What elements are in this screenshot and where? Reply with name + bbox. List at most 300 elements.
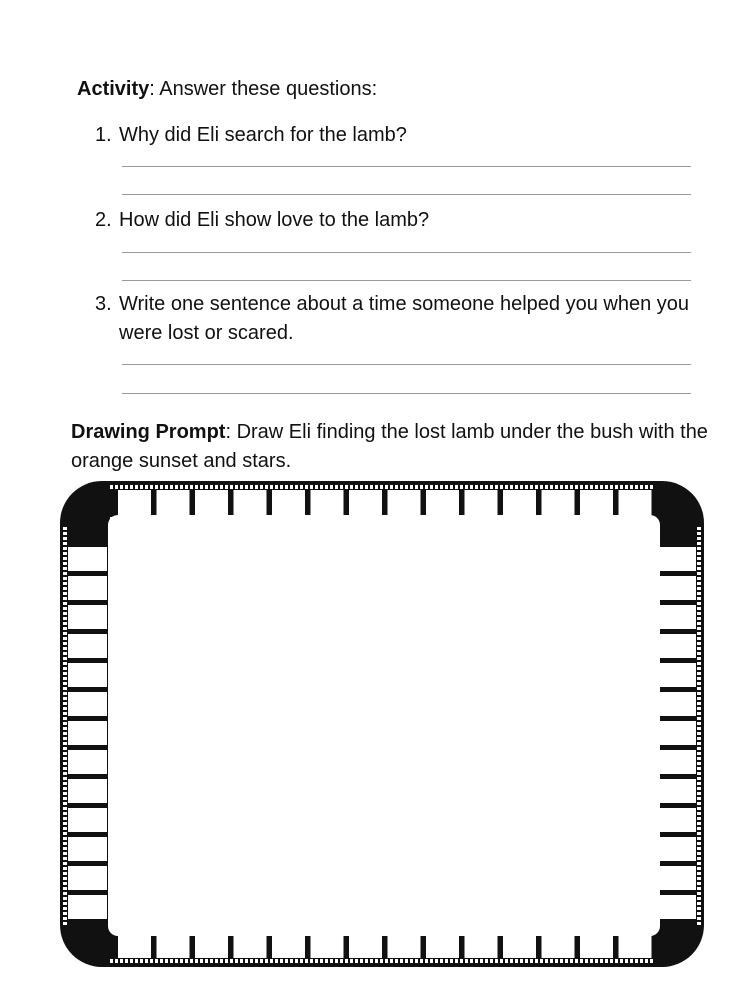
sprocket-hole (550, 927, 553, 931)
sprocket-hole (697, 597, 701, 600)
sprocket-hole (697, 527, 701, 530)
film-frame-cell (118, 931, 151, 958)
sprocket-hole (600, 927, 603, 931)
sprocket-hole (470, 517, 473, 521)
answer-line[interactable] (122, 252, 691, 253)
sprocket-hole (635, 517, 638, 521)
sprocket-hole (110, 687, 114, 690)
sprocket-hole (697, 822, 701, 825)
sprocket-hole (697, 792, 701, 795)
sprocket-hole (200, 959, 203, 963)
sprocket-hole (225, 485, 228, 489)
sprocket-hole (620, 959, 623, 963)
sprocket-hole (145, 959, 148, 963)
sprocket-hole (697, 562, 701, 565)
sprocket-hole (460, 517, 463, 521)
sprocket-hole (350, 927, 353, 931)
film-frame-cell (68, 779, 107, 803)
sprocket-hole (150, 927, 153, 931)
sprocket-hole (455, 959, 458, 963)
sprocket-hole (697, 772, 701, 775)
sprocket-hole (500, 517, 503, 521)
sprocket-hole (575, 485, 578, 489)
sprocket-hole (63, 912, 67, 915)
sprocket-hole (654, 817, 658, 820)
sprocket-hole (460, 959, 463, 963)
sprocket-hole (63, 572, 67, 575)
sprocket-hole (240, 959, 243, 963)
film-frame-cell (349, 490, 382, 516)
sprocket-hole (63, 747, 67, 750)
sprocket-hole (295, 959, 298, 963)
film-frame-cell (659, 750, 696, 774)
sprocket-hole (570, 517, 573, 521)
film-frame-cell (118, 490, 151, 516)
sprocket-hole (225, 959, 228, 963)
sprocket-hole (280, 959, 283, 963)
sprocket-hole (170, 927, 173, 931)
activity-heading (77, 78, 377, 101)
sprocket-hole (270, 927, 273, 931)
sprocket-hole (110, 602, 114, 605)
sprocket-hole (640, 959, 643, 963)
sprocket-hole (535, 927, 538, 931)
sprocket-hole (650, 517, 653, 521)
sprocket-hole (697, 912, 701, 915)
sprocket-hole (240, 927, 243, 931)
sprocket-hole (230, 485, 233, 489)
sprocket-hole (110, 807, 114, 810)
sprocket-hole (110, 857, 114, 860)
sprocket-hole (355, 959, 358, 963)
sprocket-hole (560, 485, 563, 489)
sprocket-hole (510, 485, 513, 489)
sprocket-hole (110, 637, 114, 640)
sprocket-hole (185, 927, 188, 931)
sprocket-hole (345, 927, 348, 931)
sprocket-hole (63, 767, 67, 770)
sprocket-hole (110, 517, 113, 521)
sprocket-hole (245, 517, 248, 521)
sprocket-hole (697, 662, 701, 665)
sprocket-hole (385, 927, 388, 931)
sprocket-hole (250, 959, 253, 963)
sprocket-hole (697, 802, 701, 805)
sprocket-hole (697, 572, 701, 575)
sprocket-hole (63, 637, 67, 640)
sprocket-hole (130, 927, 133, 931)
sprocket-hole (280, 485, 283, 489)
sprocket-hole (235, 927, 238, 931)
sprocket-hole (575, 927, 578, 931)
sprocket-hole (605, 517, 608, 521)
sprocket-hole (697, 907, 701, 910)
sprocket-hole (160, 517, 163, 521)
sprocket-hole (110, 742, 114, 745)
sprocket-hole (654, 877, 658, 880)
sprocket-hole (697, 877, 701, 880)
sprocket-hole (110, 627, 114, 630)
sprocket-hole (430, 959, 433, 963)
sprocket-hole (63, 847, 67, 850)
sprocket-hole (654, 787, 658, 790)
sprocket-hole (697, 837, 701, 840)
film-frame-cell (659, 721, 696, 745)
sprocket-hole (175, 485, 178, 489)
sprocket-hole (63, 597, 67, 600)
sprocket-hole (654, 667, 658, 670)
sprocket-hole (180, 485, 183, 489)
sprocket-hole (654, 807, 658, 810)
sprocket-hole (200, 485, 203, 489)
film-frame-cell (465, 490, 498, 516)
sprocket-hole (63, 732, 67, 735)
sprocket-hole (335, 517, 338, 521)
sprocket-hole (697, 777, 701, 780)
sprocket-hole (550, 959, 553, 963)
sprocket-hole (430, 927, 433, 931)
sprocket-hole (440, 959, 443, 963)
sprocket-hole (697, 692, 701, 695)
sprocket-hole (380, 485, 383, 489)
sprocket-hole (63, 527, 67, 530)
sprocket-hole (654, 617, 658, 620)
sprocket-hole (380, 959, 383, 963)
film-frame-cell (68, 663, 107, 687)
sprocket-hole (525, 485, 528, 489)
sprocket-hole (580, 959, 583, 963)
sprocket-hole (330, 927, 333, 931)
sprocket-hole (130, 485, 133, 489)
sprocket-hole (370, 927, 373, 931)
film-frame-cell (659, 866, 696, 890)
sprocket-hole (130, 517, 133, 521)
sprocket-hole (110, 882, 114, 885)
sprocket-hole (245, 959, 248, 963)
sprocket-hole (654, 802, 658, 805)
sprocket-hole (125, 517, 128, 521)
sprocket-hole (63, 687, 67, 690)
sprocket-hole (110, 682, 114, 685)
sprocket-hole (465, 485, 468, 489)
sprocket-hole (654, 857, 658, 860)
sprocket-hole (205, 517, 208, 521)
sprocket-hole (654, 697, 658, 700)
sprocket-hole (110, 707, 114, 710)
sprocket-hole (110, 959, 113, 963)
sprocket-hole (155, 485, 158, 489)
sprocket-hole (125, 927, 128, 931)
sprocket-hole (530, 485, 533, 489)
sprocket-hole (654, 722, 658, 725)
sprocket-hole (115, 485, 118, 489)
sprocket-hole (615, 927, 618, 931)
sprocket-hole (63, 562, 67, 565)
sprocket-hole (480, 517, 483, 521)
sprocket-hole (697, 917, 701, 920)
film-frame-cell (68, 634, 107, 658)
sprocket-hole (315, 927, 318, 931)
sprocket-hole (130, 959, 133, 963)
sprocket-hole (305, 927, 308, 931)
sprocket-hole (205, 959, 208, 963)
sprocket-hole (63, 652, 67, 655)
sprocket-hole (370, 485, 373, 489)
sprocket-hole (697, 547, 701, 550)
sprocket-hole (697, 902, 701, 905)
sprocket-hole (155, 959, 158, 963)
sprocket-hole (340, 927, 343, 931)
sprocket-hole (697, 717, 701, 720)
film-frame-cell (659, 663, 696, 687)
sprocket-hole (697, 762, 701, 765)
sprocket-hole (654, 797, 658, 800)
sprocket-hole (125, 959, 128, 963)
sprocket-hole (390, 485, 393, 489)
sprocket-hole (570, 927, 573, 931)
sprocket-hole (500, 927, 503, 931)
sprocket-hole (405, 485, 408, 489)
answer-line[interactable] (122, 280, 691, 281)
sprocket-hole (530, 959, 533, 963)
answer-line[interactable] (122, 393, 691, 394)
sprocket-hole (63, 882, 67, 885)
sprocket-hole (110, 887, 114, 890)
sprocket-hole (110, 572, 114, 575)
sprocket-hole (697, 532, 701, 535)
sprocket-hole (155, 927, 158, 931)
sprocket-hole (63, 707, 67, 710)
sprocket-hole (170, 959, 173, 963)
sprocket-hole (275, 927, 278, 931)
sprocket-hole (63, 592, 67, 595)
sprocket-hole (63, 742, 67, 745)
sprocket-hole (270, 517, 273, 521)
drawing-prompt-label: Drawing Prompt (71, 421, 226, 443)
sprocket-hole (110, 642, 114, 645)
sprocket-hole (63, 552, 67, 555)
sprocket-hole (220, 927, 223, 931)
sprocket-hole (400, 485, 403, 489)
sprocket-hole (360, 959, 363, 963)
sprocket-hole (410, 927, 413, 931)
sprocket-hole (654, 622, 658, 625)
sprocket-hole (435, 959, 438, 963)
sprocket-hole (365, 485, 368, 489)
sprocket-hole (697, 652, 701, 655)
sprocket-hole (110, 677, 114, 680)
film-frame-cell (388, 490, 421, 516)
sprocket-hole (110, 847, 114, 850)
sprocket-hole (290, 517, 293, 521)
sprocket-hole (370, 959, 373, 963)
sprocket-hole (395, 485, 398, 489)
sprocket-hole (630, 517, 633, 521)
sprocket-hole (565, 927, 568, 931)
sprocket-hole (63, 902, 67, 905)
sprocket-hole (654, 687, 658, 690)
sprocket-hole (110, 867, 114, 870)
sprocket-hole (654, 692, 658, 695)
sprocket-hole (395, 927, 398, 931)
sprocket-hole (325, 485, 328, 489)
sprocket-hole (310, 959, 313, 963)
film-frame-cell (68, 837, 107, 861)
sprocket-hole (225, 517, 228, 521)
sprocket-hole (250, 485, 253, 489)
sprocket-hole (110, 917, 114, 920)
drawing-area[interactable] (116, 522, 652, 927)
sprocket-hole (215, 959, 218, 963)
sprocket-hole (375, 959, 378, 963)
sprocket-hole (200, 927, 203, 931)
sprocket-hole (280, 517, 283, 521)
sprocket-hole (697, 702, 701, 705)
sprocket-hole (585, 485, 588, 489)
sprocket-hole (654, 547, 658, 550)
sprocket-hole (320, 517, 323, 521)
sprocket-hole (385, 517, 388, 521)
sprocket-hole (63, 737, 67, 740)
sprocket-hole (425, 959, 428, 963)
film-frame-cell (234, 490, 267, 516)
sprocket-hole (195, 959, 198, 963)
sprocket-hole (405, 927, 408, 931)
sprocket-hole (545, 959, 548, 963)
sprocket-hole (63, 907, 67, 910)
sprocket-hole (63, 822, 67, 825)
sprocket-hole (430, 485, 433, 489)
sprocket-hole (565, 517, 568, 521)
sprocket-hole (285, 959, 288, 963)
sprocket-hole (63, 677, 67, 680)
question-text: Write one sentence about a time someone helped you when you were lost or scared. (119, 293, 689, 344)
sprocket-hole (525, 959, 528, 963)
sprocket-hole (535, 485, 538, 489)
sprocket-hole (645, 485, 648, 489)
sprocket-hole (110, 812, 114, 815)
sprocket-hole (110, 542, 114, 545)
sprocket-hole (300, 517, 303, 521)
sprocket-hole (380, 927, 383, 931)
sprocket-hole (63, 567, 67, 570)
sprocket-hole (697, 557, 701, 560)
sprocket-hole (635, 959, 638, 963)
sprocket-hole (697, 727, 701, 730)
sprocket-hole (110, 767, 114, 770)
sprocket-hole (654, 557, 658, 560)
sprocket-hole (445, 485, 448, 489)
sprocket-hole (654, 747, 658, 750)
sprocket-hole (185, 517, 188, 521)
sprocket-hole (110, 787, 114, 790)
sprocket-hole (110, 897, 114, 900)
sprocket-hole (580, 927, 583, 931)
sprocket-hole (654, 752, 658, 755)
answer-line[interactable] (122, 194, 691, 195)
sprocket-hole (654, 737, 658, 740)
sprocket-hole (63, 547, 67, 550)
sprocket-hole (295, 485, 298, 489)
sprocket-hole (320, 485, 323, 489)
sprocket-hole (697, 567, 701, 570)
sprocket-hole (490, 485, 493, 489)
sprocket-hole (495, 485, 498, 489)
sprocket-hole (230, 517, 233, 521)
film-frame-cell (311, 490, 344, 516)
sprocket-hole (215, 927, 218, 931)
sprocket-hole (654, 892, 658, 895)
sprocket-hole (335, 927, 338, 931)
sprocket-hole (63, 662, 67, 665)
sprocket-hole (480, 485, 483, 489)
sprocket-hole (190, 959, 193, 963)
sprocket-hole (654, 922, 658, 925)
sprocket-hole (697, 697, 701, 700)
sprocket-hole (160, 959, 163, 963)
sprocket-hole (63, 672, 67, 675)
sprocket-hole (155, 517, 158, 521)
sprocket-hole (170, 517, 173, 521)
sprocket-hole (580, 517, 583, 521)
sprocket-hole (697, 707, 701, 710)
sprocket-hole (215, 485, 218, 489)
sprocket-hole (505, 517, 508, 521)
sprocket-hole (697, 767, 701, 770)
sprocket-hole (63, 802, 67, 805)
film-frame-cell (311, 931, 344, 958)
sprocket-hole (305, 517, 308, 521)
sprocket-hole (415, 927, 418, 931)
drawing-prompt-text: : Draw Eli finding the lost lamb under the bush with the orange sunset and stars. (71, 421, 708, 472)
sprocket-hole (63, 667, 67, 670)
sprocket-hole (110, 697, 114, 700)
sprocket-hole (110, 552, 114, 555)
sprocket-hole (495, 959, 498, 963)
sprocket-hole (654, 717, 658, 720)
sprocket-hole (697, 732, 701, 735)
sprocket-hole (150, 517, 153, 521)
sprocket-hole (360, 485, 363, 489)
sprocket-hole (654, 822, 658, 825)
sprocket-hole (63, 622, 67, 625)
sprocket-hole (445, 927, 448, 931)
sprocket-hole (425, 927, 428, 931)
answer-line[interactable] (122, 166, 691, 167)
sprocket-hole (375, 517, 378, 521)
sprocket-hole (350, 959, 353, 963)
sprocket-hole (395, 959, 398, 963)
sprocket-hole (175, 517, 178, 521)
sprocket-hole (654, 842, 658, 845)
sprocket-hole (654, 567, 658, 570)
sprocket-hole (255, 959, 258, 963)
sprocket-hole (110, 702, 114, 705)
sprocket-hole (365, 959, 368, 963)
sprocket-hole (110, 782, 114, 785)
sprocket-hole (355, 517, 358, 521)
sprocket-hole (455, 485, 458, 489)
sprocket-hole (145, 927, 148, 931)
sprocket-hole (63, 872, 67, 875)
film-frame-cell (580, 490, 613, 516)
sprocket-hole (445, 517, 448, 521)
sprocket-hole (110, 752, 114, 755)
sprocket-hole (654, 812, 658, 815)
answer-line[interactable] (122, 364, 691, 365)
sprocket-hole (640, 517, 643, 521)
sprocket-hole (335, 959, 338, 963)
